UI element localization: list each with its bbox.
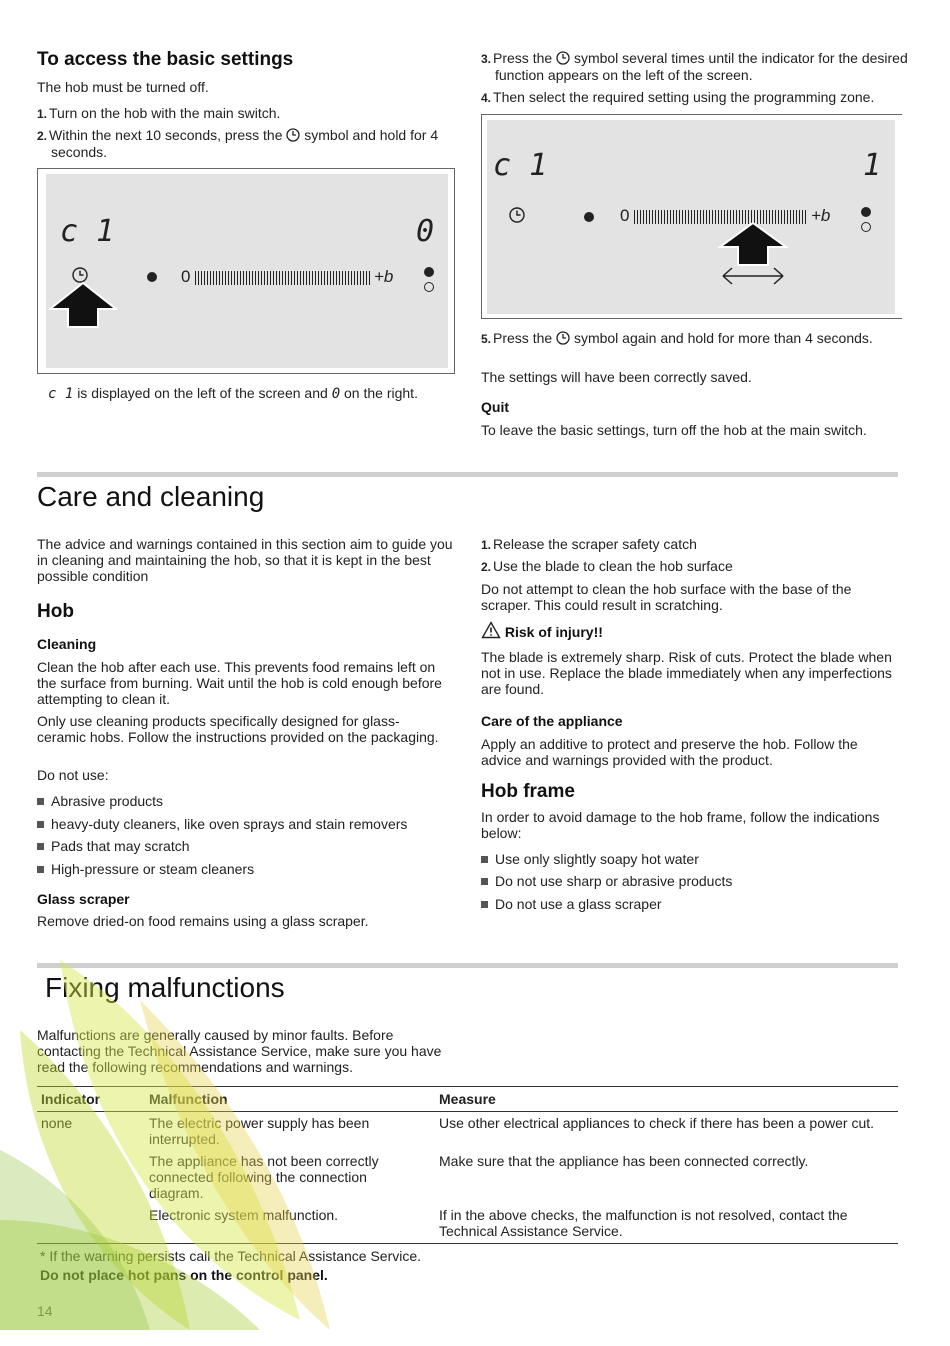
malfunction-cell: The appliance has not been correctly connected following the connection diagram. xyxy=(149,1153,379,1201)
list-item: High-pressure or steam cleaners xyxy=(37,861,471,877)
list-item: heavy-duty cleaners, like oven sprays and stain removers xyxy=(37,816,471,832)
glass-scraper-text: Remove dried-on food remains using a glass scraper. xyxy=(37,913,369,929)
plus-label: +b xyxy=(374,267,394,286)
table-row xyxy=(37,1204,898,1244)
quit-heading: Quit xyxy=(481,399,509,415)
malfunctions-intro: Malfunctions are generally caused by minor faults. Before contacting the Technical Assistance Service, make sure you have read the following recommendations and warnings. xyxy=(37,1027,442,1075)
measure-cell: Make sure that the appliance has been connected correctly. xyxy=(439,1153,809,1169)
indicator-dot-filled xyxy=(424,267,434,277)
list-item: Do not use sharp or abrasive products xyxy=(481,873,915,889)
warning-triangle-icon xyxy=(481,621,501,639)
measure-cell: If in the above checks, the malfunction is not resolved, contact the Technical Assistance Service. xyxy=(439,1207,848,1239)
malfunctions-table xyxy=(37,1086,898,1244)
indicator-dot xyxy=(147,272,157,282)
column-header-malfunction: Malfunction xyxy=(145,1087,435,1112)
step-3: 3. Press the symbol several times until the indicator for the desired function appears on the left of the screen. xyxy=(481,50,908,83)
panel-display-1 xyxy=(46,174,448,368)
settings-saved-text: The settings will have been correctly saved. xyxy=(481,369,752,385)
care-cleaning-heading: Care and cleaning xyxy=(37,481,265,512)
indicator-dot-empty xyxy=(424,282,434,292)
hob-frame-intro: In order to avoid damage to the hob frame, follow the indications below: xyxy=(481,809,880,841)
indicator-dot xyxy=(584,212,594,222)
malfunction-cell: The electric power supply has been interrupted. xyxy=(149,1115,370,1147)
column-header-indicator: Indicator xyxy=(37,1087,145,1112)
list-item: Abrasive products xyxy=(37,793,471,809)
risk-of-injury-heading: Risk of injury!! xyxy=(481,621,603,640)
clock-icon xyxy=(286,128,300,142)
step-5: 5. Press the symbol again and hold for more than 4 seconds. xyxy=(481,330,873,346)
table-header-row xyxy=(37,1087,898,1112)
right-code-display: 0 xyxy=(416,214,435,249)
plus-label: +b xyxy=(811,206,831,225)
clock-icon xyxy=(556,331,570,345)
section-divider xyxy=(37,472,898,477)
control-panel-diagram-2 xyxy=(481,114,902,319)
care-intro: The advice and warnings contained in this section aim to guide you in cleaning and maintaining the hob, so that it is kept in the best possible condition xyxy=(37,536,453,584)
indicator-dot-filled xyxy=(861,207,871,217)
scraper-step-2: 2. Use the blade to clean the hob surface xyxy=(481,558,733,574)
left-right-arrow-icon xyxy=(720,265,786,287)
care-appliance-heading: Care of the appliance xyxy=(481,713,623,729)
basic-settings-intro: The hob must be turned off. xyxy=(37,79,209,95)
malfunction-cell: Electronic system malfunction. xyxy=(149,1207,339,1223)
page-number: 14 xyxy=(37,1303,53,1319)
footnote: * If the warning persists call the Technical Assistance Service. xyxy=(40,1248,422,1264)
zero-label: 0 xyxy=(181,267,191,286)
column-header-measure: Measure xyxy=(435,1087,898,1112)
fixing-malfunctions-heading: Fixing malfunctions xyxy=(45,972,285,1003)
table-row xyxy=(37,1112,898,1151)
cleaning-paragraph-2: Only use cleaning products specifically designed for glass-ceramic hobs. Follow the instructions provided on the packaging. xyxy=(37,713,439,745)
control-panel-diagram-1 xyxy=(37,168,455,374)
clock-icon xyxy=(556,51,570,65)
up-arrow-icon xyxy=(718,221,788,267)
basic-settings-heading: To access the basic settings xyxy=(37,49,294,70)
hot-pans-warning: Do not place hot pans on the control panel. xyxy=(40,1267,328,1283)
indicator-cell: none xyxy=(41,1115,73,1131)
do-not-use-label: Do not use: xyxy=(37,767,109,783)
cleaning-heading: Cleaning xyxy=(37,636,97,652)
list-item: Use only slightly soapy hot water xyxy=(481,851,915,867)
indicator-cell xyxy=(37,1150,145,1204)
hob-frame-heading: Hob frame xyxy=(481,781,575,802)
zero-label: 0 xyxy=(620,206,630,225)
care-appliance-text: Apply an additive to protect and preserve the hob. Follow the advice and warnings provided with the product. xyxy=(481,736,858,768)
indicator-cell xyxy=(37,1204,145,1244)
panel-display-2 xyxy=(487,120,895,314)
indicator-dot-empty xyxy=(861,222,871,232)
panel-caption: c 1 is displayed on the left of the screen and 0 on the right. xyxy=(48,385,418,402)
left-code-display: c 1 xyxy=(60,214,115,249)
list-item: Pads that may scratch xyxy=(37,838,471,854)
quit-text: To leave the basic settings, turn off the hob at the main switch. xyxy=(481,422,867,438)
up-arrow-icon xyxy=(48,281,118,329)
cleaning-paragraph-1: Clean the hob after each use. This prevents food remains left on the surface from burning. Wait until the hob is cold enough before attempting to clean it. xyxy=(37,659,442,707)
step-1: 1. Turn on the hob with the main switch. xyxy=(37,105,281,121)
risk-text: The blade is extremely sharp. Risk of cuts. Protect the blade when not in use. Replace the blade immediately when any imperfections are found. xyxy=(481,649,892,697)
table-row xyxy=(37,1150,898,1204)
list-item: Do not use a glass scraper xyxy=(481,896,915,912)
measure-cell: Use other electrical appliances to check if there has been a power cut. xyxy=(439,1115,875,1131)
right-code-display: 1 xyxy=(863,148,882,183)
step-4: 4. Then select the required setting using the programming zone. xyxy=(481,89,875,105)
hob-heading: Hob xyxy=(37,601,74,622)
section-divider xyxy=(37,963,898,968)
step-2: 2. Within the next 10 seconds, press the symbol and hold for 4 seconds. xyxy=(37,127,439,160)
scraper-warning: Do not attempt to clean the hob surface with the base of the scraper. This could result in scratching. xyxy=(481,581,852,613)
left-code-display: c 1 xyxy=(493,148,548,183)
scraper-step-1: 1. Release the scraper safety catch xyxy=(481,536,697,552)
glass-scraper-heading: Glass scraper xyxy=(37,891,130,907)
programming-zone-bar xyxy=(195,271,371,285)
clock-icon xyxy=(509,207,525,223)
